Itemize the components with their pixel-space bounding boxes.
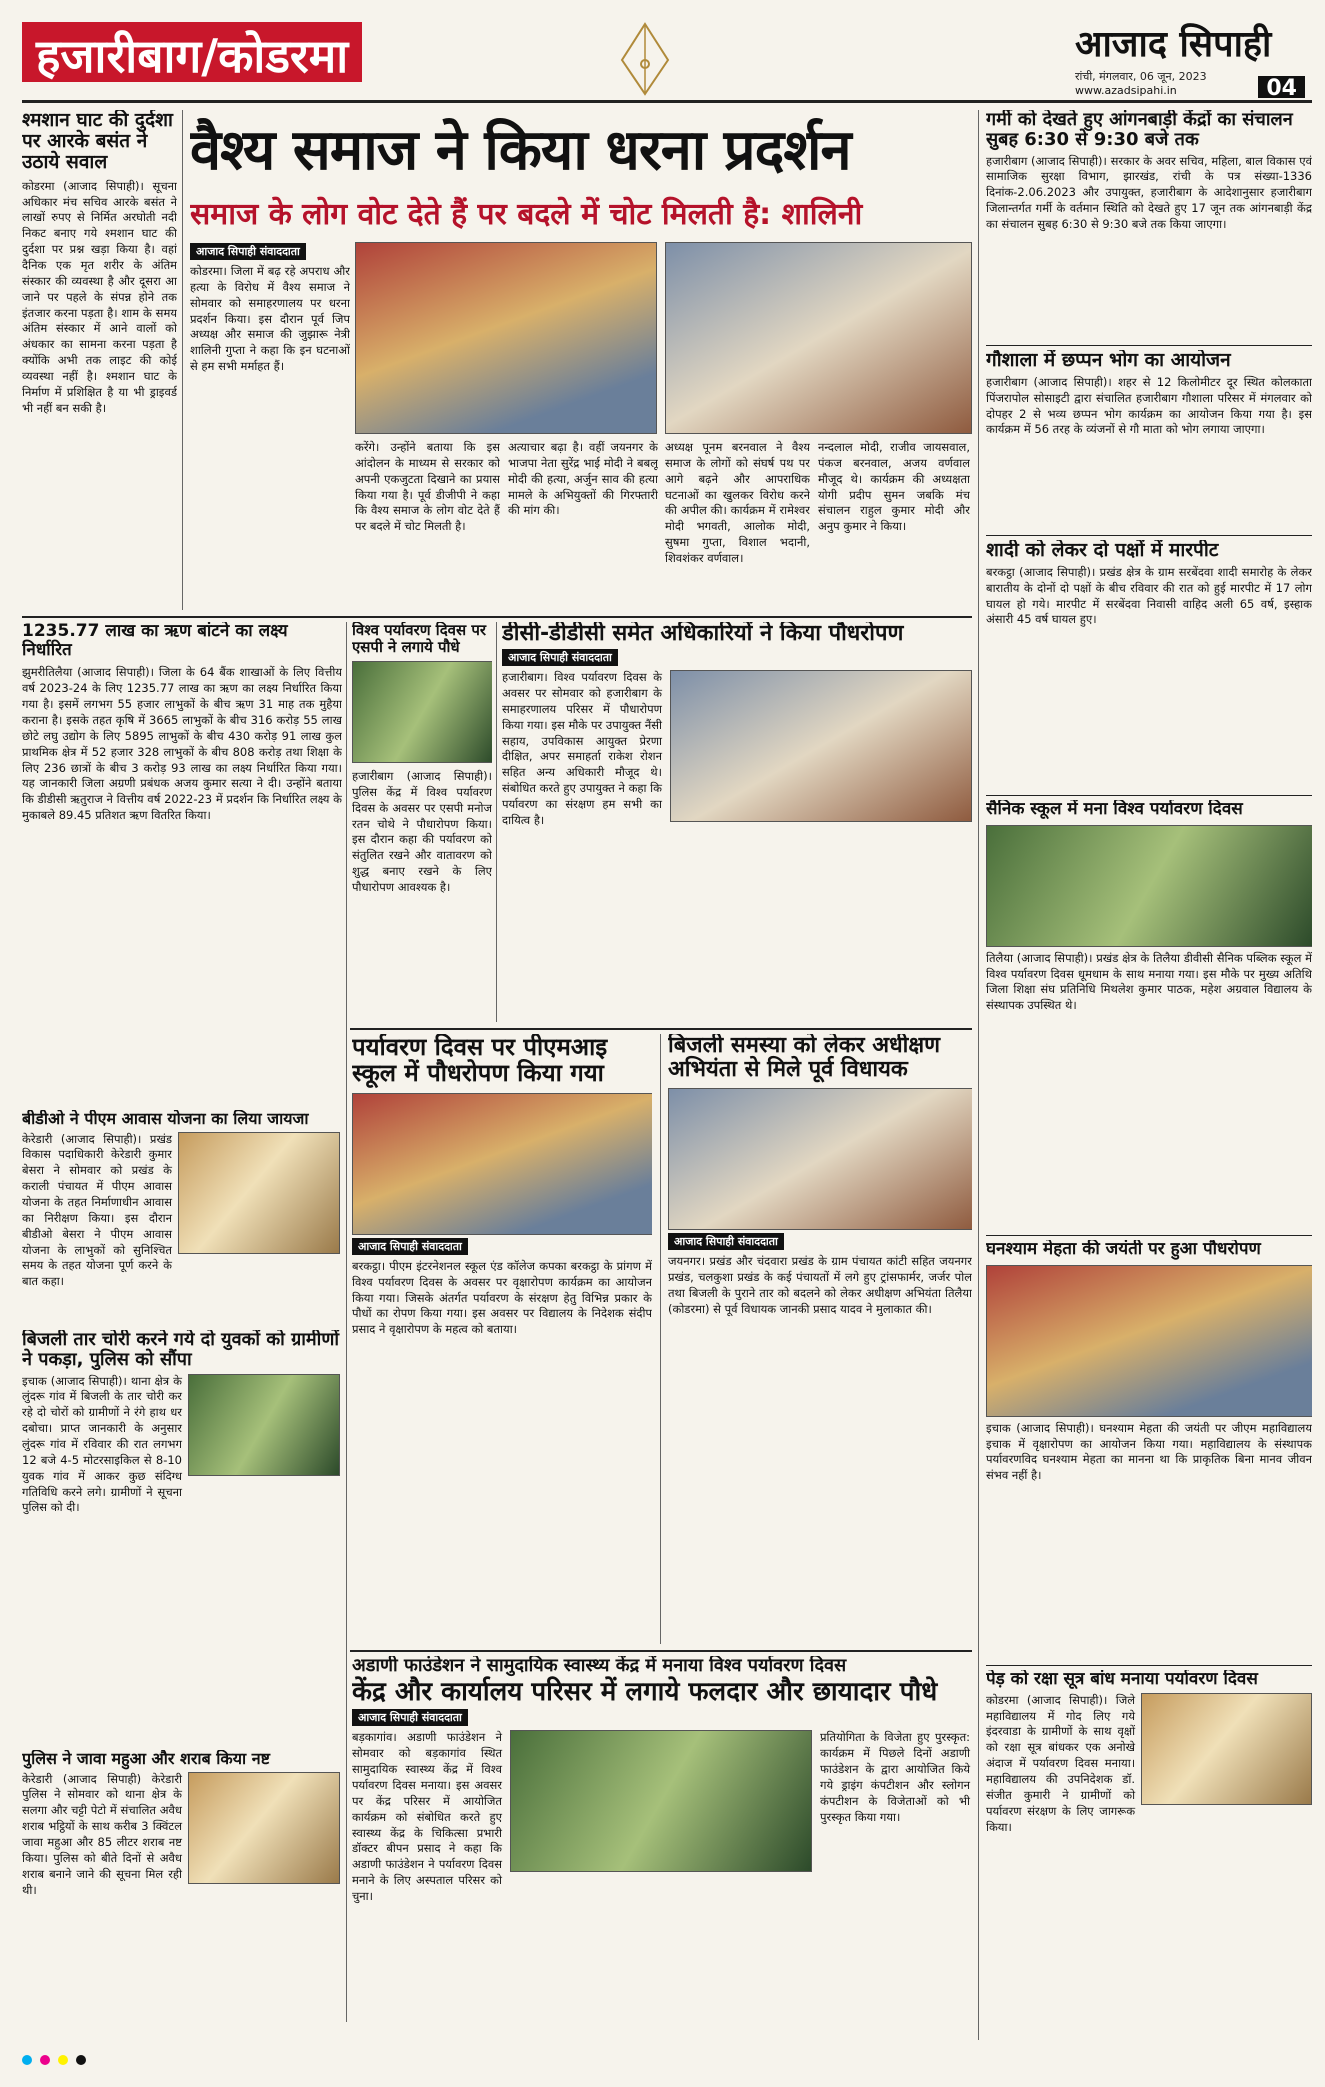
headline: गर्मी को देखते हुए आंगनबाड़ी केंद्रों का संचालन सुबह 6:30 से 9:30 बजे तक	[986, 110, 1293, 150]
photo	[670, 670, 972, 822]
article-liquor	[22, 1750, 342, 2040]
body: कोडरमा (आजाद सिपाही)। सूचना अधिकार मंच सचिव आरके बसंत ने लाखों रुपए से निर्मित अरघोती नदी निकट बनाए गये श्मशान घाट की दुर्दशा पर प्रश्न खड़ा किया है। वहां दैनिक एक मृत शरीर के अंतिम संस्कार की व्यवस्था है और दूसरा आ जाने पर पहले के संपन्न होने तक इंतजार करना पड़ता है। शाम के समय अंतिम संस्कार में आने वालों को अंधकार का सामना करना पड़ता है क्योंकि अभी तक लाइट की कोई व्यवस्था नहीं है। श्मशान घाट के निर्माण में प्रशिक्षित है या भी ड्राइवर्ड भी नहीं बन सकी है।	[22, 178, 177, 415]
rule	[22, 616, 972, 618]
lead-photo-2	[665, 242, 972, 434]
page-number: 04	[1258, 76, 1305, 98]
lead-subheadline-block	[190, 192, 970, 234]
headline: पेड़ को रक्षा सूत्र बांध मनाया पर्यावरण दिवस	[986, 1670, 1258, 1689]
divider	[182, 110, 183, 610]
kicker: अडाणी फाउंडेशन ने सामुदायिक स्वास्थ्य केंद्र में मनाया विश्व पर्यावरण दिवस	[352, 1656, 847, 1676]
byline: आजाद सिपाही संवाददाता	[352, 1238, 468, 1255]
body: झुमरीतिलैया (आजाद सिपाही)। जिला के 64 बैंक शाखाओं के लिए वित्तीय वर्ष 2023-24 के लिए 1235.77 लाख का ऋण का लक्ष्य निर्धारित किया गया है। इसमें लगभग 55 हजार लाभुकों के बीच ऋण 31 माह तक मुहैया कराना है। इसके तहत कृषि में 3665 लाभुकों के बीच 316 करोड़ 55 लाख छोटे लघु उद्योग के लिए 5895 लाभुकों के बीच 430 करोड़ 91 लाख कुल प्राथमिक क्षेत्र में 52 हजार 328 लाभुकों के बीच 808 करोड़ तथा शिक्षा के लिए 236 छात्रों के बीच 3 करोड़ 93 लाख का लक्ष्य निर्धारित किया गया। यह जानकारी जिला अग्रणी प्रबंधक अजय कुमार सत्या ने दी। उन्होंने बताया कि डीडीसी ऋतुराज ने वित्तीय वर्ष 2022-23 में प्रदर्शन कि निर्धारित लक्ष्य के मुकाबले 89.45 प्रतिशत ऋण वितरित किया।	[22, 665, 342, 823]
headline: शादी को लेकर दो पक्षों में मारपीट	[986, 540, 1219, 561]
divider	[978, 110, 979, 2040]
rule	[986, 345, 1312, 346]
lead-body-3: अत्याचार बढ़ा है। वहीं जयनगर के भाजपा नेता सुरेंद्र भाई मोदी ने बबलू मोदी की हत्या, अर्जुन साव की हत्या मामले के अभियुक्तों की गिरफ्तारी की मांग की।	[508, 440, 658, 518]
website: www.azadsipahi.in	[1075, 84, 1177, 97]
headline: बिजली समस्या को लेकर अधीक्षण अभियंता से मिले पूर्व विधायक	[668, 1034, 940, 1083]
article-wedding	[986, 540, 1312, 790]
lead-body-2: करेंगे। उन्होंने बताया कि इस आंदोलन के माध्यम से सरकार को अपनी एकजुटता दिखाने का प्रयास किया गया है। पूर्व डीजीपी ने कहा कि वैश्य समाज के लोग वोट देते हैं पर बदले में चोट मिलती है।	[355, 440, 500, 534]
rule	[986, 795, 1312, 796]
section-title: हजारीबाग/कोडरमा	[22, 22, 362, 82]
photo	[352, 661, 492, 763]
byline: आजाद सिपाही संवाददाता	[502, 649, 618, 666]
lead-body-4: अध्यक्ष पूनम बरनवाल ने वैश्य समाज के लोगों को संघर्ष पथ पर आगे बढ़ने और आपराधिक घटनाओं का खुलकर विरोध करने की अपील की। कार्यक्रम में रामेश्वर मोदी भगवती, आलोक मोदी, सुषमा गुप्ता, विशाल भदानी, शिवशंकर वर्णवाल।	[665, 440, 810, 566]
body: जयनगर। प्रखंड और चंदवारा प्रखंड के ग्राम पंचायत कांटी सहित जयनगर प्रखंड, चलकुशा प्रखंड के कई पंचायतों में लगे हुए ट्रांसफार्मर, जर्जर पोल तथा बिजली के पुराने तार को बदलने को लेकर अधीक्षण अभियंता तिलैया (कोडरमा) से पूर्व विधायक जानकी प्रसाद यादव ने मुलाकात की।	[668, 1254, 972, 1316]
article-electricity	[668, 1034, 972, 1644]
body: हजारीबाग (आजाद सिपाही)। पुलिस केंद्र में विश्व पर्यावरण दिवस के अवसर पर एसपी मनोज रतन चोथे ने पौधारोपण किया। इस दौरान कहा की पर्यावरण को संतुलित रखने और वातावरण को शुद्ध बनाए रखने के लिए पौधारोपण आवश्यक है।	[352, 769, 492, 895]
divider	[346, 622, 347, 2022]
lead-photo-1	[355, 242, 657, 434]
article-theft	[22, 1330, 342, 1740]
masthead-section	[22, 22, 1062, 82]
body: केरेडारी (आजाद सिपाही)। प्रखंड विकास पदाधिकारी केरेडारी कुमार बेसरा ने सोमवार को प्रखंड के कराली पंचायत में पीएम आवास योजना के तहत निर्माणाधीन आवास का निरीक्षण किया। इस दौरान बीडीओ बेसरा ने पीएम आवास योजना के लाभुकों को सुनिश्चित समय के तहत योजना पूर्ण करने के बात कहा।	[22, 1131, 172, 1289]
lead-headline-block	[190, 110, 970, 190]
headline: श्मशान घाट की दुर्दशा पर आरके बसंत ने उठाये सवाल	[22, 110, 173, 173]
headline: विश्व पर्यावरण दिवस पर एसपी ने लगाये पौधे	[352, 622, 487, 656]
article-adani	[352, 1656, 972, 2041]
photo	[1141, 1693, 1312, 1805]
cyan-dot-icon	[22, 2055, 32, 2065]
masthead-rule	[22, 100, 1312, 103]
headline: घनश्याम मेहता की जयंती पर हुआ पौधरोपण	[986, 1240, 1261, 1259]
headline: पुलिस ने जावा महुआ और शराब किया नष्ट	[22, 1750, 270, 1768]
headline: बिजली तार चोरी करने गये दो युवकों को ग्रामीणों ने पकड़ा, पुलिस को सौंपा	[22, 1330, 339, 1370]
photo	[188, 1772, 340, 1884]
headline: डीसी-डीडीसी समेत अधिकारियों ने किया पौधरोपण	[502, 622, 904, 646]
magenta-dot-icon	[40, 2055, 50, 2065]
article-shamshan	[22, 110, 177, 610]
edition-line: रांची, मंगलवार, 06 जून, 2023	[1075, 70, 1207, 83]
body: केरेडारी (आजाद सिपाही) केरेडारी पुलिस ने सोमवार को थाना क्षेत्र के सलगा और चट्टी पेटो में संचालित अवैध शराब भट्ठियों के साथ करीब 3 क्विंटल जावा महुआ और 85 लीटर शराब नष्ट किया। पुलिस को बीते दिनों से अवैध शराब बनाने जाने की सूचना मिल रही थी।	[22, 1771, 182, 1897]
byline: आजाद सिपाही संवाददाता	[352, 1709, 468, 1726]
article-ddc	[502, 622, 972, 1022]
pen-logo-icon	[580, 20, 710, 98]
body: कोडरमा (आजाद सिपाही)। जिले महाविद्यालय में गोद लिए गये इंदरवाडा के ग्रामीणों के साथ वृक्षों को रक्षा सूत्र बांधकर एक अनोखे अंदाज में पर्यावरण दिवस मनाया। महाविद्यालय की उपनिदेशक डॉ. संजीत कुमारी ने ग्रामीणों को पर्यावरण संरक्षण के लिए जागरूक किया।	[986, 1692, 1136, 1834]
lead-col-1	[190, 240, 350, 610]
headline: सैनिक स्कूल में मना विश्व पर्यावरण दिवस	[986, 800, 1243, 819]
photo	[188, 1374, 340, 1476]
body: तिलैया (आजाद सिपाही)। प्रखंड क्षेत्र के तिलैया डीवीसी सैनिक पब्लिक स्कूल में विश्व पर्यावरण दिवस धूमधाम के साथ मनाया गया। इस मौके पर मुख्य अतिथि जिला शिक्षा संघ प्रतिनिधि मिथलेश कुमार पाठक, महेश अग्रवाल विद्यालय के संस्थापक उपस्थित थे।	[986, 950, 1312, 1013]
headline: पर्यावरण दिवस पर पीएमआइ स्कूल में पौधरोपण किया गया	[352, 1034, 608, 1088]
article-ghanshyam	[986, 1240, 1312, 1660]
headline: गौशाला में छप्पन भोग का आयोजन	[986, 350, 1231, 371]
headline: 1235.77 लाख का ऋण बांटने का लक्ष्य निर्धारित	[22, 622, 288, 660]
rule	[986, 535, 1312, 536]
rule	[986, 1235, 1312, 1236]
article-env-sp	[352, 622, 492, 1022]
photo	[510, 1730, 812, 1872]
brand-name: आजाद सिपाही	[1075, 23, 1272, 65]
lead-body-5: नन्दलाल मोदी, राजीव जायसवाल, पंकज बरनवाल, अजय वर्णवाल मौजूद थे। कार्यक्रम की अध्यक्षता योगी प्रदीप सुमन जबकि मंच संचालन राहुल कुमार मोदी और अनुप कुमार ने किया।	[818, 440, 970, 534]
black-dot-icon	[76, 2055, 86, 2065]
body: हजारीबाग (आजाद सिपाही)। शहर से 12 किलोमीटर दूर स्थित कोलकाता पिंजरापोल सोसाइटी द्वारा संचालित हजारीबाग गौशाला परिसर में मंगलवार को दोपहर 2 से भव्य छप्पन भोग कार्यक्रम का आयोजन किया गया है। इस कार्यक्रम में 56 तरह के व्यंजनों से गौ माता को भोग लगाया जाएगा।	[986, 374, 1312, 437]
body: इचाक (आजाद सिपाही)। थाना क्षेत्र के लुंदरू गांव में बिजली के तार चोरी कर रहे दो चोरों को ग्रामीणों ने रंगे हाथ धर दबोचा। प्राप्त जानकारी के अनुसार लुंदरू गांव में रविवार की रात लगभग 12 बजे 4-5 मोटरसाइकिल से 8-10 युवक गांव में आकर कुछ संदिग्ध गतिविधि करने लगे। ग्रामीणों ने सूचना पुलिस को दी।	[22, 1373, 182, 1515]
article-anganwadi	[986, 110, 1312, 340]
lead-subheadline: समाज के लोग वोट देते हैं पर बदले में चोट मिलती है: शालिनी	[190, 197, 863, 232]
divider	[660, 1034, 661, 1644]
body-2: प्रतियोगिता के विजेता हुए पुरस्कृत: कार्यक्रम में पिछले दिनों अडाणी फाउंडेशन के द्वारा आयोजित किये गये ड्राइंग कंपटीशन और स्लोगन कंपटीशन के विजेताओं को भी पुरस्कृत किया गया।	[820, 1730, 970, 1824]
brand-block	[1075, 18, 1305, 98]
body: हजारीबाग (आजाद सिपाही)। सरकार के अवर सचिव, महिला, बाल विकास एवं सामाजिक सुरक्षा विभाग, झारखंड, रांची के पत्र संख्या-1336 दिनांक-2.06.2023 और उपायुक्त, हजारीबाग के आदेशानुसार हजारीबाग जिलान्तर्गत गर्मी के वर्तमान स्थिति को देखते हुए 17 जून तक आंगनबाड़ी केंद्र का संचालन सुबह 6:30 से 9:30 बजे तक किया जाएगा।	[986, 153, 1312, 232]
photo	[986, 825, 1312, 947]
body: हजारीबाग। विश्व पर्यावरण दिवस के अवसर पर सोमवार को हजारीबाग के समाहरणालय परिसर में पौधारोपण किया गया। इस मौके पर उपायुक्त नैंसी सहाय, उपविकास आयुक्त प्रेरणा दीक्षित, अपर समाहर्ता राकेश रोशन सहित अन्य अधिकारी मौजूद थे। संबोधित करते हुए उपायुक्त ने कहा कि पर्यावरण का संरक्षण हम सभी का दायित्व है।	[502, 670, 662, 827]
body: बरकट्ठा। पीएम इंटरनेशनल स्कूल एंड कॉलेज कपका बरकट्ठा के प्रांगण में विश्व पर्यावरण दिवस के अवसर पर वृक्षारोपण कार्यक्रम का आयोजन किया गया। जिसके अंतर्गत पर्यावरण के संरक्षण हेतु विभिन्न प्रकार के पौधों का रोपण किया गया। इस अवसर पर विद्यालय के निदेशक संदीप प्रसाद ने वृक्षारोपण के महत्व को बताया।	[352, 1258, 652, 1337]
article-bdo	[22, 1110, 342, 1320]
body: इचाक (आजाद सिपाही)। घनश्याम मेहता की जयंती पर जीएम महाविद्यालय इचाक में वृक्षारोपण का आयोजन किया गया। महाविद्यालय के संस्थापक पर्यावरणविद घनश्याम मेहता का मानना था कि प्राकृतिक बिना मानव जीवन संभव नहीं है।	[986, 1420, 1312, 1483]
body: बरकट्ठा (आजाद सिपाही)। प्रखंड क्षेत्र के ग्राम सरबेंदवा शादी समारोह के लेकर बारातीय के दोनों दो पक्षों के बीच रविवार की रात को हुई मारपीट में 17 लोग घायल हो गये। मारपीट में सरबेंदवा निवासी वाहिद अली 65 वर्ष, इस्हाक अंसारी 45 वर्ष घायल हुए।	[986, 564, 1312, 627]
lead-body-1: कोडरमा। जिला में बढ़ रहे अपराध और हत्या के विरोध में वैश्य समाज ने सोमवार को समाहरणालय पर धरना प्रदर्शन किया। इस दौरान पूर्व जिप अध्यक्ष और समाज की जुझारू नेत्री शालिनी गुप्ता ने कहा कि इन घटनाओं से हम सभी मर्माहत हैं।	[190, 264, 350, 374]
lead-headline: वैश्य समाज ने किया धरना प्रदर्शन	[190, 118, 851, 183]
byline: आजाद सिपाही संवाददाता	[190, 243, 306, 260]
article-pmshri	[352, 1034, 652, 1644]
headline: बीडीओ ने पीएम आवास योजना का लिया जायजा	[22, 1110, 309, 1128]
photo	[668, 1088, 972, 1230]
rule	[986, 1665, 1312, 1666]
byline: आजाद सिपाही संवाददाता	[668, 1233, 784, 1250]
article-sainik	[986, 800, 1312, 1230]
article-loan	[22, 622, 342, 1102]
headline: केंद्र और कार्यालय परिसर में लगाये फलदार और छायादार पौधे	[352, 1676, 938, 1707]
photo	[986, 1265, 1312, 1417]
photo	[178, 1132, 340, 1254]
rule	[350, 1028, 972, 1030]
divider	[496, 622, 497, 1022]
photo	[352, 1093, 652, 1235]
yellow-dot-icon	[58, 2055, 68, 2065]
article-rakhi	[986, 1670, 1312, 2040]
rule	[350, 1650, 972, 1652]
registration-marks	[22, 2050, 1312, 2070]
body: बड़कागांव। अडाणी फाउंडेशन ने सोमवार को बड़कागांव स्थित सामुदायिक स्वास्थ्य केंद्र में विश्व पर्यावरण दिवस मनाया। इस अवसर पर केंद्र परिसर में आयोजित कार्यक्रम को संबोधित करते हुए स्वास्थ्य केंद्र के चिकित्सा प्रभारी डॉक्टर बीपन प्रसाद ने कहा कि अडाणी फाउंडेशन ने पर्यावरण दिवस मनाने के लिए अस्पताल परिसर को चुना।	[352, 1730, 502, 1903]
article-gaushala	[986, 350, 1312, 530]
